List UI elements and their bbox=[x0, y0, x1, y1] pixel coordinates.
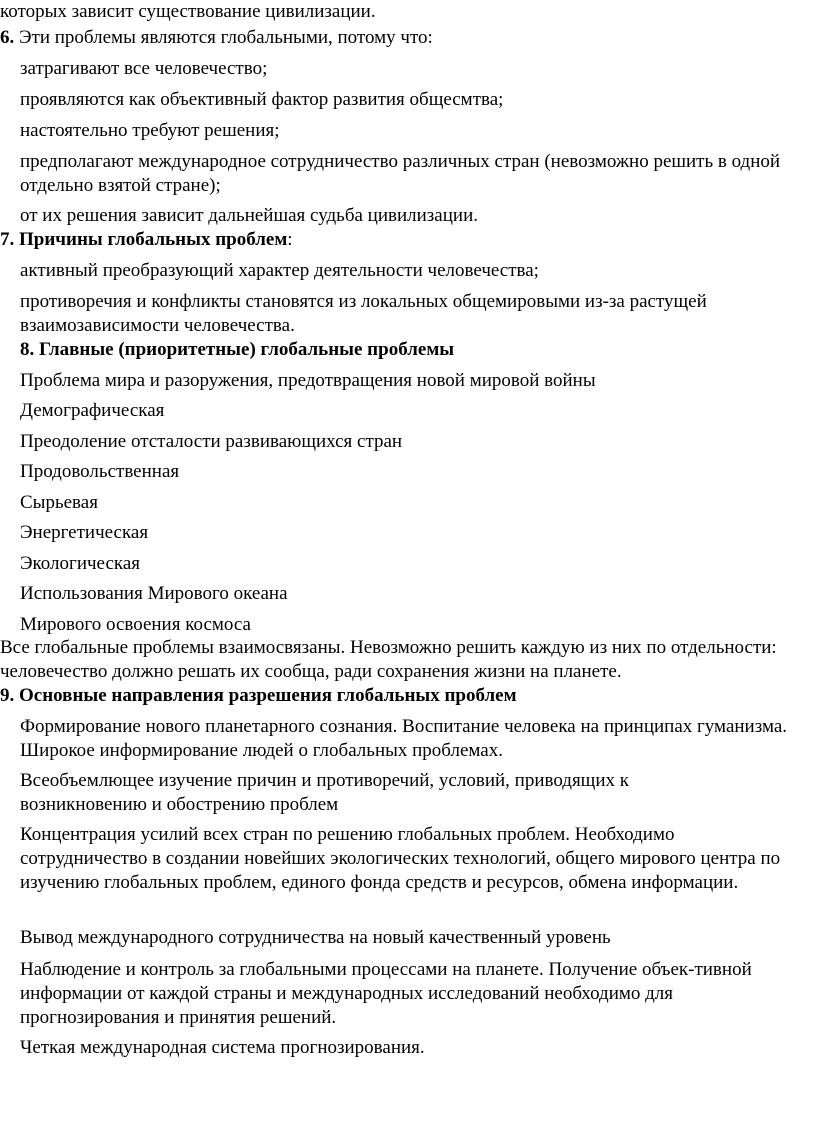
list-item: Экологическая bbox=[20, 553, 141, 574]
list-item: Использования Мирового океана bbox=[20, 583, 288, 604]
list-item: Энергетическая bbox=[20, 522, 149, 543]
section-8-summary: Все глобальные проблемы взаимосвязаны. Невозможно решить каждую из них по отдельности: человечество должно решать их сообща, ради сохранения жизни на планете. bbox=[0, 637, 777, 682]
list-item: настоятельно требуют решения; bbox=[20, 120, 280, 141]
list-item: Вывод международного сотрудничества на новый качественный уровень bbox=[20, 927, 611, 948]
list-item: Концентрация усилий всех стран по решению глобальных проблем. Необходимо сотрудничество в создании новейших экологических технологий, общего мирового центра по изучению глобальных проблем, единого фонда средств и ресурсов, обмена информации. bbox=[20, 824, 781, 893]
list-item: Всеобъемлющее изучение причин и противоречий, условий, приводящих к возникновению и обострению проблем bbox=[20, 770, 629, 815]
list-item: от их решения зависит дальнейшая судьба цивилизации. bbox=[20, 205, 478, 226]
section-6-title: Эти проблемы являются глобальными, потому что: bbox=[19, 27, 433, 48]
list-item: активный преобразующий характер деятельности человечества; bbox=[20, 260, 539, 281]
section-6-number: 6. bbox=[0, 27, 15, 48]
section-8-heading: 8. Главные (приоритетные) глобальные проблемы bbox=[20, 339, 455, 360]
list-item: Демографическая bbox=[20, 400, 165, 421]
list-item: Проблема мира и разоружения, предотвращения новой мировой войны bbox=[20, 370, 596, 391]
list-item: затрагивают все человечество; bbox=[20, 58, 268, 79]
intro-tail: которых зависит существование цивилизации. bbox=[0, 1, 376, 22]
section-7-heading bbox=[0, 228, 293, 252]
section-9-heading: 9. Основные направления разрешения глобальных проблем bbox=[0, 685, 517, 706]
section-7-colon: : bbox=[287, 229, 293, 250]
list-item: Наблюдение и контроль за глобальными процессами на планете. Получение объек-тивной информации от каждой страны и международных исследований необходимо для прогнозирования и принятия решений. bbox=[20, 959, 752, 1028]
list-item: Четкая международная система прогнозирования. bbox=[20, 1037, 425, 1058]
list-item: предполагают международное сотрудничество различных стран (невозможно решить в одной отдельно взятой стране); bbox=[20, 151, 781, 196]
list-item: Формирование нового планетарного сознания. Воспитание человека на принципах гуманизма. Широкое информирование людей о глобальных проблемах. bbox=[20, 716, 788, 761]
list-item: противоречия и конфликты становятся из локальных общемировыми из-за растущей взаимозависимости человечества. bbox=[20, 291, 707, 336]
list-item: Продовольственная bbox=[20, 461, 180, 482]
section-7-title: 7. Причины глобальных проблем bbox=[0, 229, 288, 250]
list-item: Мирового освоения космоса bbox=[20, 614, 251, 635]
list-item: Сырьевая bbox=[20, 492, 98, 513]
list-item: Преодоление отсталости развивающихся стран bbox=[20, 431, 403, 452]
list-item: проявляются как объективный фактор развития общесмтва; bbox=[20, 89, 504, 110]
section-6-heading bbox=[0, 26, 433, 50]
